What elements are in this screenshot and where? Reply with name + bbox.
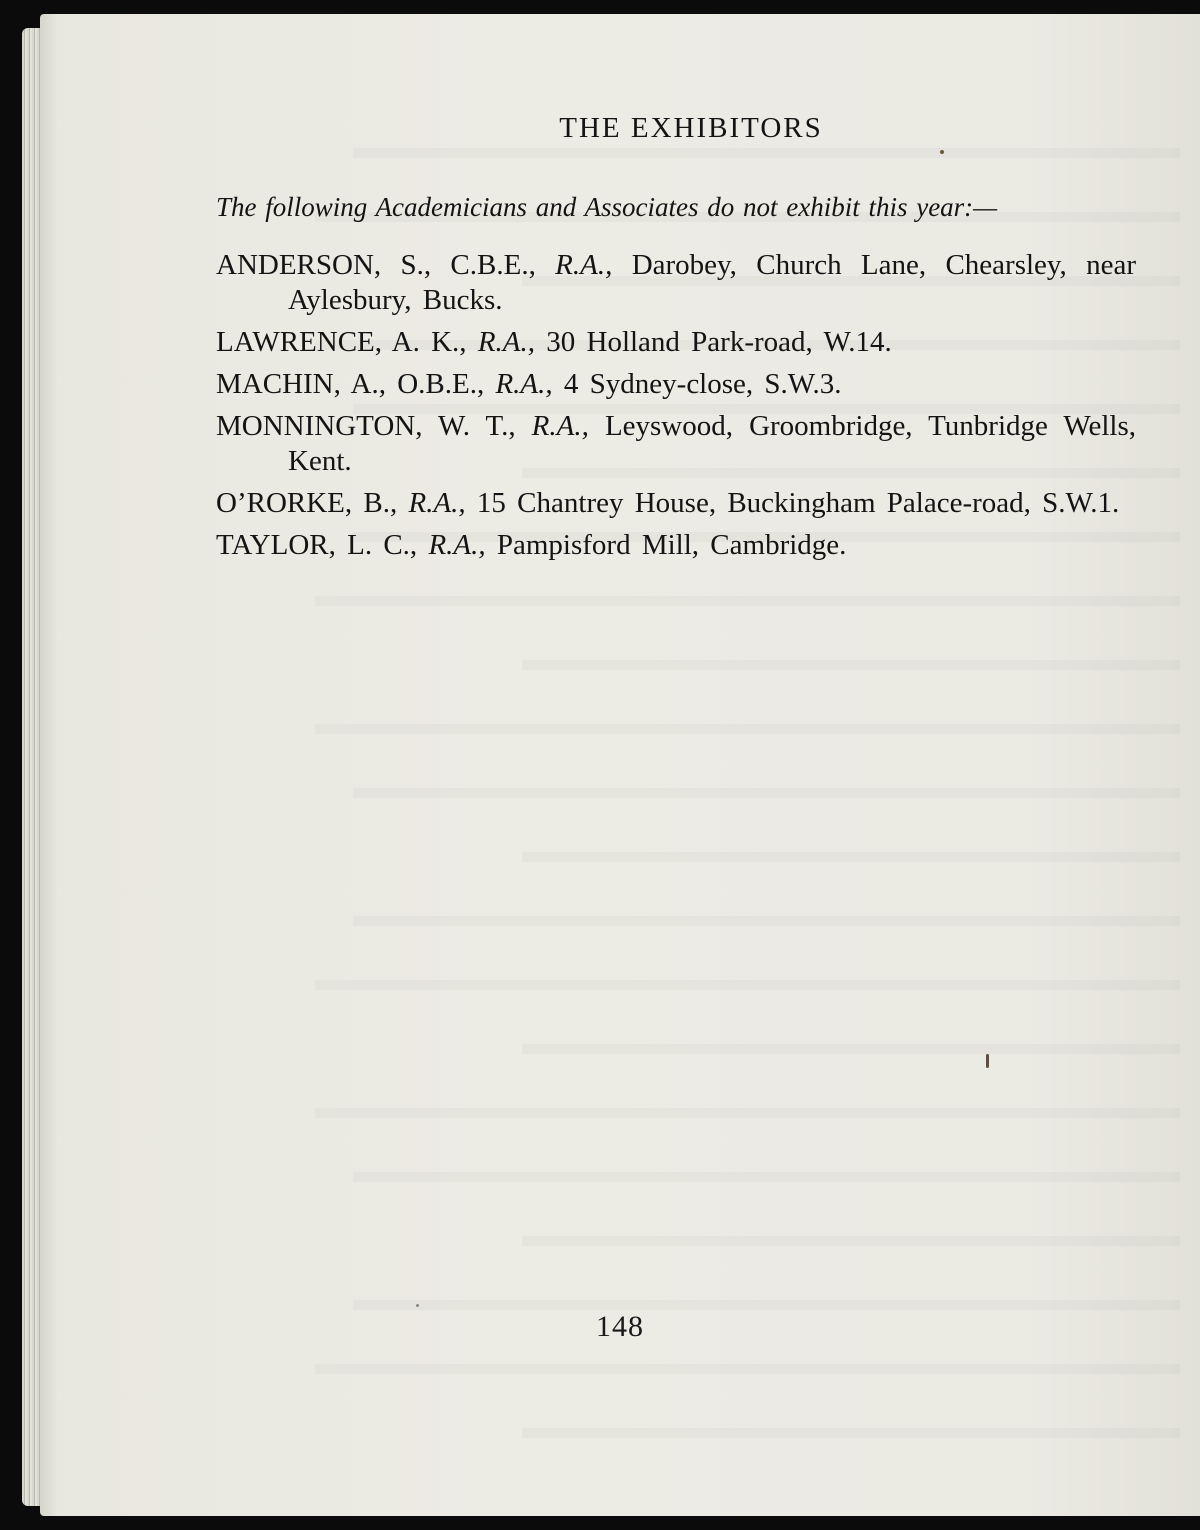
entry-name: MACHIN, A., O.B.E., (216, 368, 485, 400)
exhibitor-entry (216, 486, 1136, 521)
exhibitor-entry (216, 528, 1136, 563)
entry-title: R.A., (531, 410, 589, 442)
entry-name: O’RORKE, B., (216, 487, 398, 519)
paper-speck (940, 150, 944, 154)
entry-name: MONNINGTON, W. T., (216, 410, 516, 442)
running-head: THE EXHIBITORS (559, 112, 823, 144)
entry-title: R.A., (555, 249, 613, 281)
entry-address: 15 Chantrey House, Buckingham Palace-road, S.W.1. (476, 487, 1120, 519)
exhibitor-entry (216, 325, 1136, 360)
intro-note: The following Academicians and Associates do not exhibit this year:— (216, 192, 998, 222)
entry-title: R.A., (428, 529, 486, 561)
exhibitor-entry (216, 409, 1136, 479)
page-sheet (40, 14, 1200, 1516)
entry-name: TAYLOR, L. C., (216, 529, 418, 561)
entry-title: R.A., (477, 326, 535, 358)
page-content (216, 110, 1136, 570)
entry-address: 4 Sydney-close, S.W.3. (563, 368, 842, 400)
exhibitor-entry (216, 248, 1136, 318)
entry-address: Darobey, Church Lane, Chearsley, near Aylesbury, Bucks. (288, 249, 1137, 316)
entry-address: Leyswood, Groombridge, Tunbridge Wells, Kent. (288, 410, 1136, 477)
entry-address: Pampisford Mill, Cambridge. (496, 529, 847, 561)
entry-title: R.A., (495, 368, 553, 400)
entry-name: LAWRENCE, A. K., (216, 326, 467, 358)
paper-speck (986, 1054, 989, 1068)
paper-speck (416, 1304, 419, 1307)
entry-title: R.A., (408, 487, 466, 519)
entry-address: 30 Holland Park-road, W.14. (546, 326, 892, 358)
page-number: 148 (596, 1310, 644, 1343)
entry-name: ANDERSON, S., C.B.E., (216, 249, 536, 281)
exhibitor-entry (216, 367, 1136, 402)
